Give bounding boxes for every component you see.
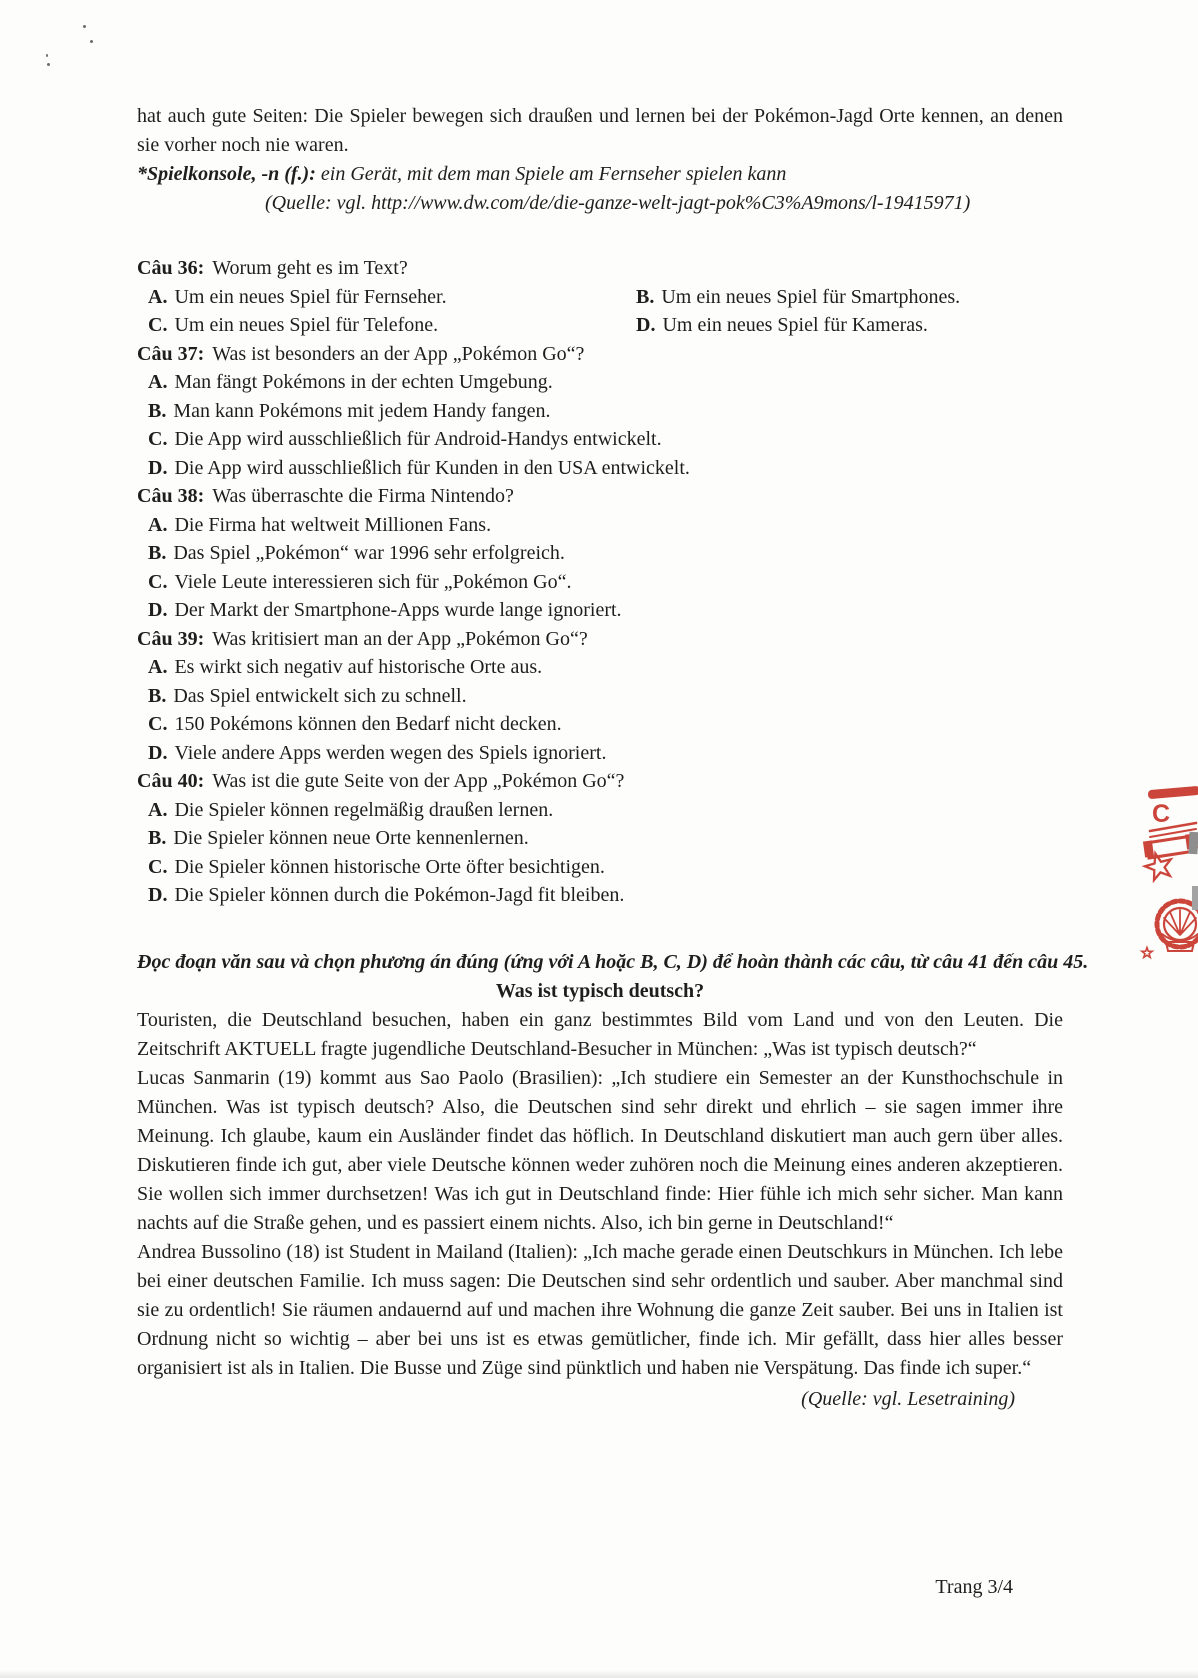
- vocabulary-gloss: [137, 160, 1063, 189]
- question-39: [137, 625, 1063, 768]
- scan-speckle: [46, 54, 48, 57]
- question-36-options: [137, 283, 1063, 340]
- question-label: Câu 38:: [137, 485, 205, 507]
- question-37-head: [137, 340, 1063, 369]
- question-36-option-b: B. Um ein neues Spiel für Smartphones.: [636, 285, 961, 308]
- question-40-option-c: C. Die Spieler können historische Orte öfter besichtigen.: [148, 855, 605, 878]
- question-37: [137, 340, 1063, 483]
- question-37-option-b: B. Man kann Pokémons mit jedem Handy fangen.: [148, 399, 551, 422]
- reading-instruction: Đọc đoạn văn sau và chọn phương án đúng (ứng với A hoặc B, C, D) để hoàn thành các câu, từ câu 41 đến câu 45.: [137, 950, 1089, 973]
- question-37-option-d: D. Die App wird ausschließlich für Kunden in den USA entwickelt.: [148, 456, 690, 479]
- question-38-option-a: A. Die Firma hat weltweit Millionen Fans.: [148, 513, 492, 536]
- question-40-option-b: B. Die Spieler können neue Orte kennenlernen.: [148, 827, 529, 849]
- question-39-option-d: D. Viele andere Apps werden wegen des Spiels ignoriert.: [148, 741, 607, 764]
- question-39-head: [137, 625, 1063, 654]
- question-40-option-d: D. Die Spieler können durch die Pokémon-Jagd fit bleiben.: [148, 884, 625, 906]
- scan-speckle: [90, 40, 93, 43]
- page-bottom-shadow: [0, 1670, 1198, 1678]
- stamp-bar: [1148, 786, 1198, 799]
- question-38-option-b: B. Das Spiel „Pokémon“ war 1996 sehr erfolgreich.: [148, 542, 565, 564]
- question-label: Câu 36:: [137, 257, 205, 279]
- question-36-option-a: A. Um ein neues Spiel für Fernseher.: [148, 285, 447, 308]
- question-38: [137, 482, 1063, 625]
- scanner-artifact: [1188, 832, 1198, 854]
- question-40-head: [137, 767, 1063, 796]
- question-37-option-c: C. Die App wird ausschließlich für Android-Handys entwickelt.: [148, 428, 662, 450]
- question-36-option-c: C. Um ein neues Spiel für Telefone.: [148, 314, 439, 336]
- document-body: [137, 102, 1089, 1414]
- question-36-option-d: D. Um ein neues Spiel für Kameras.: [636, 314, 928, 336]
- gloss-term: *Spielkonsole, -n (f.):: [137, 163, 316, 185]
- question-text: Worum geht es im Text?: [212, 257, 408, 279]
- question-39-option-c: C. 150 Pokémons können den Bedarf nicht decken.: [148, 713, 562, 735]
- intro-paragraph: hat auch gute Seiten: Die Spieler bewegen sich draußen und lernen bei der Pokémon-Jagd Orte kennen, an denen sie vorher noch nie waren.: [137, 105, 1063, 156]
- scan-speckle: [83, 25, 86, 28]
- question-block: [137, 254, 1063, 910]
- question-label: Câu 39:: [137, 627, 205, 650]
- question-38-option-c: C. Viele Leute interessieren sich für „Pokémon Go“.: [148, 570, 572, 593]
- question-36: [137, 254, 1063, 340]
- source-citation-lesetraining: (Quelle: vgl. Lesetraining): [801, 1387, 1015, 1410]
- question-39-option-b: B. Das Spiel entwickelt sich zu schnell.: [148, 684, 467, 707]
- question-40: [137, 767, 1063, 910]
- question-39-option-a: A. Es wirkt sich negativ auf historische Orte aus.: [148, 656, 543, 678]
- question-text: Was ist besonders an der App „Pokémon Go“?: [212, 342, 585, 365]
- question-text: Was kritisiert man an der App „Pokémon Go“?: [212, 627, 588, 650]
- source-citation-url: (Quelle: vgl. http://www.dw.com/de/die-ganze-welt-jagt-pok%C3%A9mons/l-19415971): [265, 192, 971, 214]
- red-official-stamp: [1136, 786, 1198, 964]
- page-number: Trang 3/4: [935, 1576, 1013, 1598]
- passage-paragraph-3: Andrea Bussolino (18) ist Student in Mailand (Italien): „Ich mache gerade einen Deutschkurs in München. Ich lebe bei einer deutschen Familie. Ich muss sagen: Die Deutschen sind sehr ordentlich und sauber. Aber manchmal sind sie zu ordentlich! Sie räumen andauernd auf und machen ihre Wohnung die ganze Zeit sauber. Bei uns in Italien ist Ordnung nicht so wichtig – aber bei uns ist es etwas gemütlicher, finde ich. Mir gefällt, dass hier alles besser organisiert ist als in Italien. Die Busse und Züge sind pünktlich und haben nie Verspätung. Das finde ich super.“: [137, 1240, 1063, 1379]
- question-38-option-d: D. Der Markt der Smartphone-Apps wurde lange ignoriert.: [148, 599, 622, 621]
- question-text: Was ist die gute Seite von der App „Pokémon Go“?: [212, 770, 625, 792]
- gloss-definition: ein Gerät, mit dem man Spiele am Fernseher spielen kann: [315, 163, 787, 185]
- question-37-option-a: A. Man fängt Pokémons in der echten Umgebung.: [148, 371, 553, 393]
- question-text: Was überraschte die Firma Nintendo?: [212, 485, 514, 507]
- stamp-small-star: [1142, 948, 1152, 958]
- question-38-head: [137, 482, 1063, 511]
- question-36-head: [137, 254, 1063, 283]
- passage-paragraph-2: Lucas Sanmarin (19) kommt aus Sao Paolo (Brasilien): „Ich studiere ein Semester an der Kunsthochschule in München. Was ist typisch deutsch? Also, die Deutschen sind sehr direkt und ehrlich – sie sagen immer ihre Meinung. Ich glaube, kaum ein Ausländer findet das höflich. In Deutschland diskutiert man auch gern über alles. Diskutieren finde ich gut, aber viele Deutsche können weder zuhören noch die Meinung eines anderen akzeptieren. Sie wollen sich immer durchsetzen! Was ich gut in Deutschland finde: Hier fühle ich mich sehr sicher. Man kann nachts auf die Straße gehen, und es passiert einem nichts. Also, ich bin gerne in Deutschland!“: [137, 1066, 1063, 1234]
- passage-title: Was ist typisch deutsch?: [495, 979, 705, 1002]
- question-40-option-a: A. Die Spieler können regelmäßig draußen lernen.: [148, 798, 554, 821]
- passage-paragraph-1: Touristen, die Deutschland besuchen, haben ein ganz bestimmtes Bild vom Land und von den Leuten. Die Zeitschrift AKTUELL fragte jugendliche Deutschland-Besucher in München: „Was ist typisch deutsch?“: [137, 1008, 1063, 1060]
- question-label: Câu 37:: [137, 342, 205, 365]
- stamp-letter: C: [1152, 800, 1171, 828]
- question-label: Câu 40:: [137, 770, 205, 792]
- scan-speckle: [47, 63, 50, 66]
- scanner-artifact: [1192, 886, 1198, 910]
